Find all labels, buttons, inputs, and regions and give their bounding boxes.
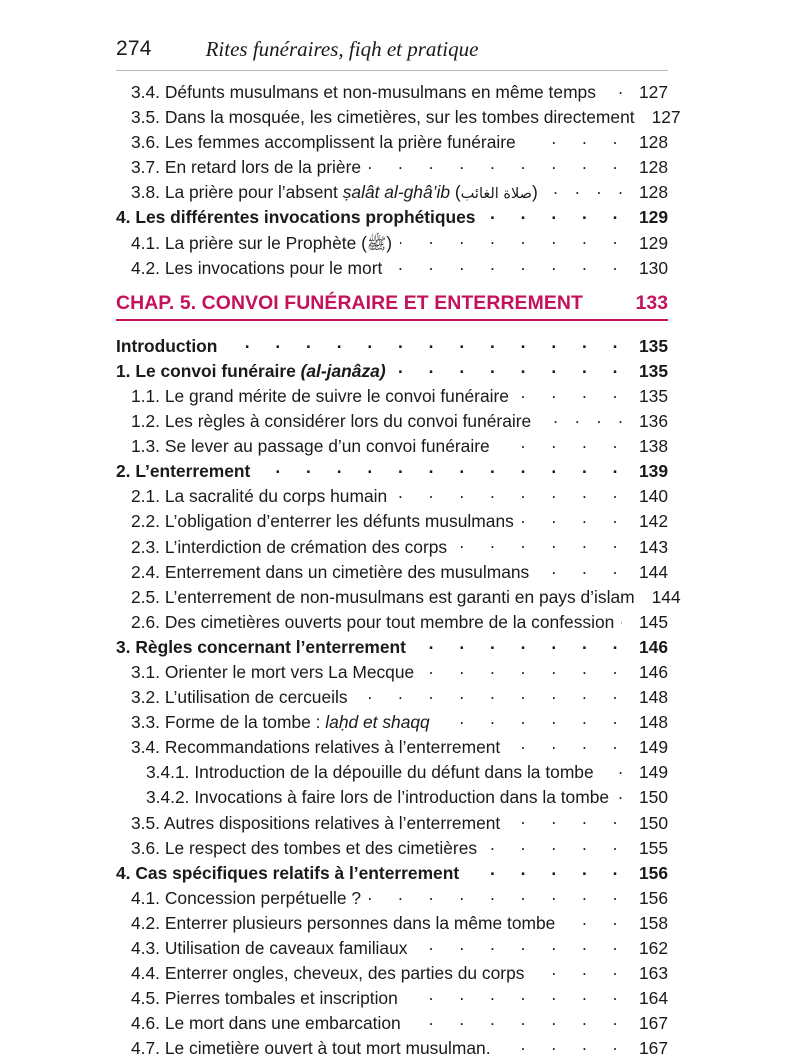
toc-entry[interactable]	[131, 986, 668, 1011]
toc-entry-label: 4.3. Utilisation de caveaux familiaux	[131, 938, 408, 958]
toc-entry-page-number: 149	[638, 737, 668, 758]
toc-entry-page-number: 150	[638, 812, 668, 833]
toc-entry-label: 1.2. Les règles à considérer lors du convoi funéraire	[131, 411, 532, 432]
toc-entry-label: 3.4.2. Invocations à faire lors de l’introduction dans la tombe	[146, 787, 610, 808]
toc-leader-dots	[616, 786, 629, 803]
toc-entry-page-number: 156	[638, 887, 668, 908]
toc-entry-label: 3.6. Le respect des tombes et des cimetières	[131, 837, 478, 858]
toc-group-after-chapter	[116, 334, 681, 1061]
toc-entry-label: 3.7. En retard lors de la prière	[131, 157, 362, 178]
toc-entry[interactable]	[131, 484, 668, 509]
toc-entry[interactable]	[131, 836, 668, 861]
toc-group-before-chapter	[116, 80, 681, 281]
toc-entry-page-number: 148	[638, 712, 668, 733]
toc-entry[interactable]	[131, 585, 681, 610]
toc-entry-page-number: 128	[638, 132, 668, 153]
toc-entry-label: 4.7. Le cimetière ouvert à tout mort musulman.	[131, 1038, 491, 1059]
toc-entry-page-number: 156	[638, 862, 668, 883]
toc-entry[interactable]	[146, 785, 668, 810]
toc-leader-dots	[409, 1012, 628, 1029]
toc-entry-label: 2. L’enterrement	[116, 461, 251, 482]
running-head-title: Rites funéraires, fiqh et pratique	[205, 37, 479, 61]
toc-entry[interactable]	[116, 459, 668, 484]
toc-entry-page-number: 128	[638, 157, 668, 178]
italic-transliteration: laḥd et shaqq	[325, 712, 430, 733]
toc-entry[interactable]	[116, 635, 668, 660]
toc-entry-label: 2.2. L’obligation d’enterrer les défunts musulmans	[131, 511, 514, 532]
toc-leader-dots	[455, 536, 628, 553]
toc-entry-page-number: 146	[638, 661, 668, 682]
chapter-heading-band[interactable]	[116, 290, 668, 328]
toc-entry-page-number: 135	[638, 360, 668, 381]
toc-entry-page-number: 135	[638, 335, 668, 356]
toc-entry[interactable]	[131, 710, 668, 735]
toc-entry-page-number: 164	[638, 988, 668, 1009]
toc-entry-label: 4.6. Le mort dans une embarcation	[131, 1013, 401, 1034]
toc-entry[interactable]	[131, 231, 668, 256]
toc-entry[interactable]	[116, 861, 668, 886]
toc-entry[interactable]	[116, 359, 668, 384]
toc-entry-page-number: 128	[638, 182, 668, 203]
toc-entry-label: 3.4.1. Introduction de la dépouille du défunt dans la tombe	[146, 762, 594, 783]
toc-entry[interactable]	[131, 434, 668, 459]
toc-entry[interactable]	[131, 409, 668, 434]
toc-entry-page-number: 127	[638, 82, 668, 102]
toc-entry-page-number: 142	[638, 511, 668, 532]
toc-entry-label: 2.4. Enterrement dans un cimetière des musulmans	[131, 561, 530, 582]
toc-entry-page-number: 167	[638, 1013, 668, 1034]
table-of-contents	[116, 80, 681, 1061]
toc-leader-dots	[467, 862, 628, 879]
toc-entry-label: 3.5. Dans la mosquée, les cimetières, sur les tombes directement	[131, 107, 635, 128]
toc-leader-dots	[356, 686, 628, 703]
toc-entry-label: 1.3. Se lever au passage d’un convoi funéraire	[131, 436, 490, 457]
toc-entry[interactable]	[131, 1036, 668, 1061]
toc-entry-label: 3.2. L’utilisation de cercueils	[131, 687, 348, 708]
toc-entry[interactable]	[116, 205, 668, 230]
toc-entry-page-number: 144	[638, 561, 668, 582]
chapter-heading-page-number: 133	[635, 291, 668, 314]
italic-transliteration: ṣalât al-ghâ’ib	[342, 182, 451, 203]
toc-entry-page-number: 163	[638, 963, 668, 984]
chapter-accent-rule	[116, 319, 668, 321]
toc-entry-label: 3.4. Défunts musulmans et non-musulmans en même temps	[131, 82, 596, 102]
toc-entry-label: 4. Les différentes invocations prophétiques	[116, 207, 476, 228]
toc-entry-page-number: 136	[638, 411, 668, 432]
toc-leader-dots	[524, 131, 628, 148]
toc-entry[interactable]	[131, 130, 668, 155]
toc-entry-page-number: 149	[638, 762, 668, 783]
toc-leader-dots	[532, 962, 628, 979]
toc-entry-label: 4.4. Enterrer ongles, cheveux, des parties du corps	[131, 963, 525, 984]
toc-entry-label: 4.2. Enterrer plusieurs personnes dans la même tombe	[131, 912, 556, 933]
toc-leader-dots	[508, 812, 628, 829]
toc-leader-dots	[390, 257, 628, 274]
toc-entry-label: 3.1. Orienter le mort vers La Mecque	[131, 661, 415, 682]
toc-entry[interactable]	[131, 961, 668, 986]
toc-leader-dots	[563, 912, 628, 929]
toc-entry[interactable]	[131, 735, 668, 760]
toc-leader-dots	[406, 987, 628, 1004]
toc-leader-dots	[438, 711, 628, 728]
toc-entry-label: 2.5. L’enterrement de non-musulmans est garanti en pays d’islam	[131, 586, 635, 607]
toc-entry[interactable]	[131, 509, 668, 534]
toc-entry-label: 3.6. Les femmes accomplissent la prière funéraire	[131, 132, 516, 153]
toc-entry-label: 4.1. La prière sur le Prophète (ﷺ)	[131, 232, 392, 253]
toc-leader-dots	[400, 232, 628, 249]
pbuh-symbol-icon: ﷺ	[366, 233, 387, 253]
toc-entry[interactable]	[131, 384, 668, 409]
toc-entry-page-number: 130	[638, 257, 668, 278]
toc-entry-label: 1.1. Le grand mérite de suivre le convoi funéraire	[131, 385, 509, 406]
toc-entry-page-number: 139	[638, 461, 668, 482]
toc-entry[interactable]	[131, 80, 668, 105]
toc-entry-page-number: 148	[638, 687, 668, 708]
page-folio-number: 274	[116, 37, 152, 60]
toc-entry[interactable]	[131, 886, 668, 911]
toc-entry[interactable]	[116, 334, 668, 359]
toc-leader-dots	[258, 460, 628, 477]
toc-entry[interactable]	[131, 560, 668, 585]
running-head	[116, 36, 668, 68]
toc-entry-page-number: 144	[651, 586, 681, 607]
toc-leader-dots	[538, 410, 629, 427]
toc-leader-dots	[545, 181, 629, 198]
toc-entry[interactable]	[131, 155, 668, 180]
header-divider-rule	[116, 70, 668, 71]
toc-entry-label: 3.4. Recommandations relatives à l’enterrement	[131, 737, 501, 758]
toc-leader-dots	[603, 81, 629, 98]
toc-entry-page-number: 162	[638, 938, 668, 958]
toc-entry-label: 4.1. Concession perpétuelle ?	[131, 887, 362, 908]
toc-leader-dots	[483, 206, 628, 223]
italic-transliteration: (al-janâza)	[300, 360, 386, 381]
toc-entry-page-number: 138	[638, 436, 668, 457]
toc-leader-dots	[395, 485, 628, 502]
toc-entry-label: Introduction	[116, 335, 218, 356]
toc-entry-label: 4. Cas spécifiques relatifs à l’enterrement	[116, 862, 460, 883]
toc-entry-page-number: 127	[651, 107, 681, 128]
toc-leader-dots	[621, 611, 629, 628]
toc-entry[interactable]	[146, 760, 668, 785]
toc-leader-dots	[369, 887, 628, 904]
toc-leader-dots	[601, 761, 629, 778]
toc-entry-label: 1. Le convoi funéraire (al-janâza)	[116, 360, 386, 381]
toc-leader-dots	[225, 335, 628, 352]
toc-leader-dots	[522, 510, 628, 527]
toc-entry-page-number: 158	[638, 912, 668, 933]
toc-entry[interactable]	[131, 256, 668, 281]
toc-leader-dots	[369, 156, 628, 173]
toc-entry-page-number: 135	[638, 385, 668, 406]
toc-leader-dots	[422, 661, 628, 678]
toc-entry-page-number: 143	[638, 536, 668, 557]
toc-entry[interactable]	[131, 660, 668, 685]
toc-leader-dots	[485, 837, 628, 854]
toc-leader-dots	[394, 360, 628, 377]
toc-entry-page-number: 129	[638, 207, 668, 228]
toc-leader-dots	[508, 736, 628, 753]
toc-entry[interactable]	[131, 911, 668, 936]
toc-entry[interactable]	[131, 685, 668, 710]
toc-entry-page-number: 167	[638, 1038, 668, 1059]
toc-entry-page-number: 145	[638, 611, 668, 632]
toc-entry[interactable]	[131, 936, 668, 961]
toc-entry[interactable]	[131, 811, 668, 836]
toc-leader-dots	[498, 435, 628, 452]
toc-entry[interactable]	[131, 610, 668, 635]
toc-entry-page-number: 146	[638, 636, 668, 657]
toc-entry-label: 4.2. Les invocations pour le mort	[131, 257, 383, 278]
toc-entry-page-number: 140	[638, 486, 668, 507]
toc-entry-label: 3. Règles concernant l’enterrement	[116, 636, 406, 657]
toc-entry-label: 3.8. La prière pour l’absent ṣalât al-ghâ’ib (صلاة الغائب)	[131, 182, 538, 203]
arabic-term: صلاة الغائب	[460, 186, 532, 203]
chapter-heading-title: CHAP. 5. CONVOI FUNÉRAIRE ET ENTERREMENT	[116, 291, 583, 314]
toc-leader-dots	[415, 937, 628, 954]
toc-entry-label: 2.1. La sacralité du corps humain	[131, 486, 388, 507]
toc-entry[interactable]	[131, 180, 668, 205]
toc-entry-page-number: 129	[638, 232, 668, 253]
toc-entry[interactable]	[131, 105, 681, 130]
toc-entry-page-number: 150	[638, 787, 668, 808]
toc-leader-dots	[537, 561, 628, 578]
toc-entry-label: 3.3. Forme de la tombe : laḥd et shaqq	[131, 712, 430, 733]
toc-entry[interactable]	[131, 535, 668, 560]
toc-entry-label: 2.6. Des cimetières ouverts pour tout membre de la confession	[131, 611, 615, 632]
toc-entry-label: 4.5. Pierres tombales et inscription	[131, 988, 398, 1009]
toc-leader-dots	[499, 1037, 628, 1054]
toc-entry-page-number: 155	[638, 837, 668, 858]
toc-entry-label: 2.3. L’interdiction de crémation des corps	[131, 536, 448, 557]
toc-entry-label: 3.5. Autres dispositions relatives à l’enterrement	[131, 812, 501, 833]
toc-leader-dots	[517, 385, 628, 402]
toc-leader-dots	[414, 636, 628, 653]
